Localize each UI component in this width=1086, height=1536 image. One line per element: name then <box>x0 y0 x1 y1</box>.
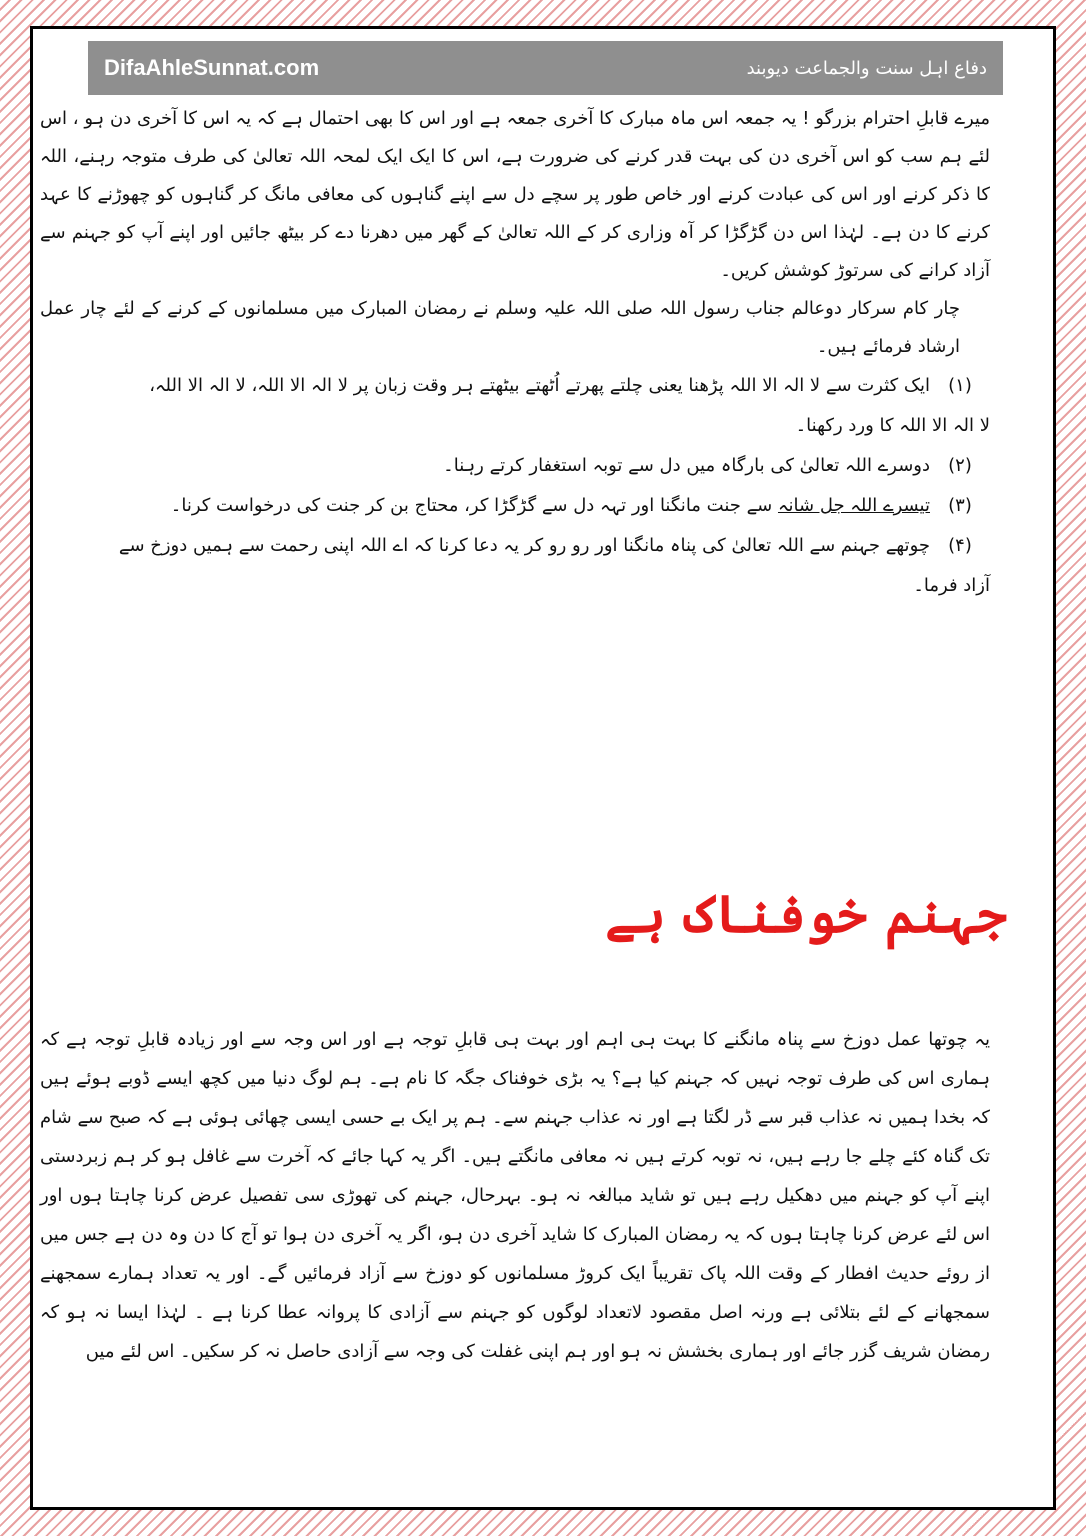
body-paragraph: یہ چوتھا عمل دوزخ سے پناہ مانگنے کا بہت ہی اہم اور بہت ہی قابلِ توجہ ہے اور اس وجہ سے اور زیادہ قابلِ توجہ ہے کہ ہماری اس کی طرف توجہ نہیں کہ جہنم کیا ہے؟ یہ بڑی خوفناک جگہ کا نام ہے۔ ہم لوگ دنیا میں کچھ ایسے ڈوبے ہوئے ہیں کہ بخدا ہمیں نہ عذاب قبر سے ڈر لگتا ہے اور نہ عذاب جہنم سے۔ ہم پر ایک بے حسی ایسی چھائی ہوئی ہے کہ صبح سے شام تک گناہ کئے چلے جا رہے ہیں، نہ توبہ کرتے ہیں نہ معافی مانگتے ہیں۔ اگر یہ کہا جائے کہ آخرت سے غافل ہو کر ہم زبردستی اپنے آپ کو جہنم میں دھکیل رہے ہیں تو شاید مبالغہ نہ ہو۔ بہرحال، جہنم کی تھوڑی سی تفصیل عرض کرنا چاہتا ہوں اور اس لئے عرض کرنا چاہتا ہوں کہ یہ رمضان المبارک کا شاید آخری دن ہو، اگر یہ آخری دن ہوا تو آج کا دن وہ دن ہے جس میں از روئے حدیث افطار کے وقت اللہ پاک تقریباً ایک کروڑ مسلمانوں کو دوزخ سے آزاد فرمائیں گے۔ اور یہ تعداد ہمارے سمجھنے سمجھانے کے لئے بتلائی ہے ورنہ اصل مقصود لاتعداد لوگوں کو جہنم سے آزادی کا پروانہ عطا کرنا ہے ۔ لہٰذا ایسا نہ ہو کہ رمضان شریف گزر جائے اور ہماری بخشش نہ ہو اور ہم اپنی غفلت کی وجہ سے آزادی حاصل نہ کر سکیں۔ اس لئے میں <box>40 1029 990 1362</box>
article-body <box>40 1020 990 1371</box>
list-text: چوتھے جہنم سے اللہ تعالیٰ کی پناہ مانگنا اور رو رو کر یہ دعا کرنا کہ اے اللہ اپنی رحمت سے ہمیں دوزخ سے <box>118 535 930 556</box>
list-text: ایک کثرت سے لا الہ الا اللہ پڑھنا یعنی چلتے پھرتے اُٹھتے بیٹھتے ہر وقت زبان پر لا الہ الا اللہ، لا الہ الا اللہ، <box>149 375 930 396</box>
header-bar <box>88 41 1003 95</box>
four-deeds-paragraph: چار کام سرکار دوعالم جناب رسول اللہ صلی اللہ علیہ وسلم نے رمضان المبارک میں مسلمانوں کے کرنے کے لئے چار عمل ارشاد فرمائے ہیں۔ <box>40 298 960 357</box>
list-item-1 <box>40 366 990 406</box>
site-name[interactable]: DifaAhleSunnat.com <box>104 55 320 80</box>
list-item-2 <box>40 446 990 486</box>
list-item-4-continuation: آزاد فرما۔ <box>913 575 990 596</box>
list-number: (۲) <box>948 455 972 476</box>
article-top <box>40 100 990 606</box>
list-number: (۴) <box>948 535 972 556</box>
list-text: سے جنت مانگنا اور تہہ دل سے گڑگڑا کر، محتاج بن کر جنت کی درخواست کرنا۔ <box>170 495 778 516</box>
list-number: (۱) <box>948 375 972 396</box>
intro-paragraph: میرے قابلِ احترام بزرگو ! یہ جمعہ اس ماہ مبارک کا آخری جمعہ ہے اور اس کا بھی احتمال ہے کہ یہ اس کا آخری دن ہو ، اس لئے ہم سب کو اس آخری دن کی بہت قدر کرنے کی ضرورت ہے، اس کا ایک ایک لمحہ اللہ تعالیٰ کی طرف متوجہ رہنے، اللہ کا ذکر کرنے اور اس کی عبادت کرنے اور خاص طور پر سچے دل سے اپنے گناہوں کی معافی مانگ کر گناہوں کو چھوڑنے کا عہد کرنے کا دن ہے۔ لہٰذا اس دن گڑگڑا کر آہ وزاری کر کے اللہ تعالیٰ کے گھر میں دھرنا دے کر بیٹھ جائیں اور اپنے آپ کو جہنم سے آزاد کرانے کی سرتوڑ کوشش کریں۔ <box>40 108 990 281</box>
list-item-1-continuation: لا الہ الا اللہ کا ورد رکھنا۔ <box>795 415 990 436</box>
list-text-wrap <box>40 486 930 526</box>
underlined-phrase: تیسرے اللہ جل شانہ <box>777 495 930 516</box>
list-item-3 <box>40 486 990 526</box>
section-heading: جہنم خوفناک ہے <box>605 884 1007 945</box>
header-urdu-title: دفاع اہل سنت والجماعت دیوبند <box>746 57 987 79</box>
list-number: (۳) <box>948 495 972 516</box>
list-item-4 <box>40 526 990 566</box>
list-text: دوسرے اللہ تعالیٰ کی بارگاہ میں دل سے توبہ استغفار کرتے رہنا۔ <box>443 455 930 476</box>
